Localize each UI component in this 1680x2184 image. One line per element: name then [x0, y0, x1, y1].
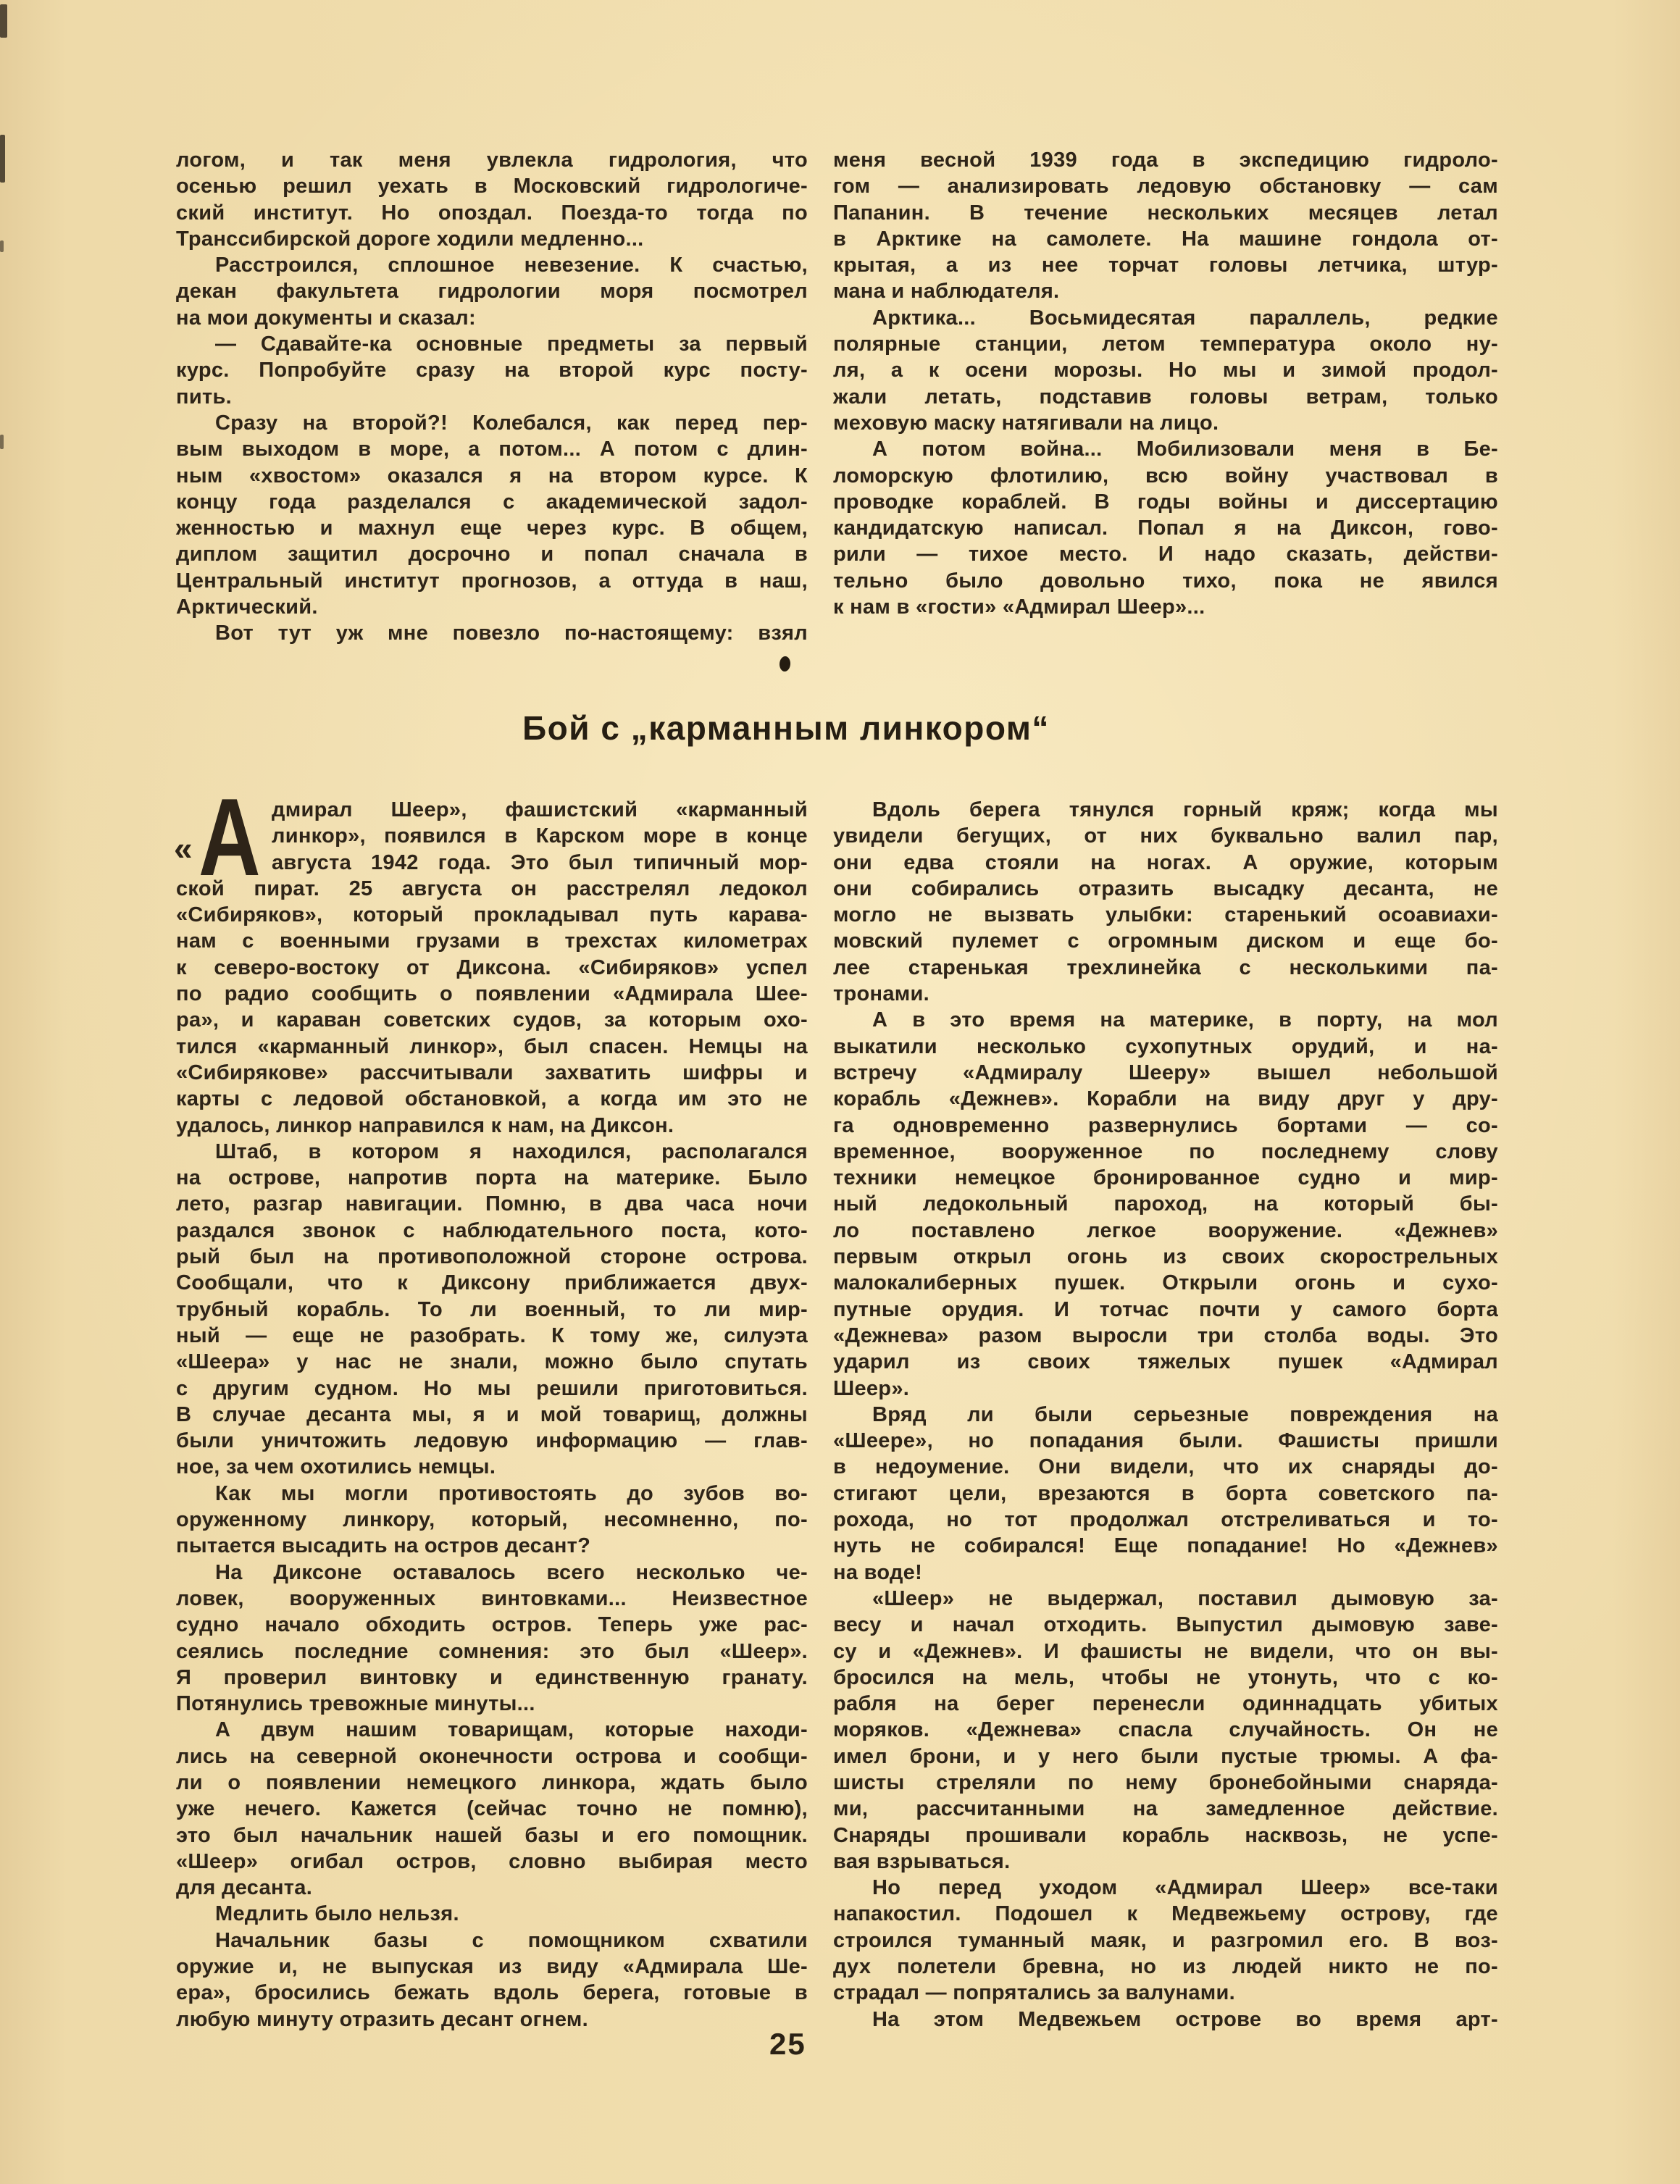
text-line: пить.	[176, 385, 232, 409]
text-line: крытая, а из нее торчат головы летчика, штур-	[833, 254, 1498, 277]
scan-artifact-dash	[0, 435, 4, 449]
text-line: бросился на мель, чтобы не утонуть, что с ко-	[833, 1665, 1498, 1689]
text-line: декан факультета гидрологии моря посмотрел	[176, 280, 808, 304]
text-line: лись на северной оконечности острова и сообщи-	[176, 1744, 808, 1768]
text-line: были уничтожить ледовую информацию — глав-	[176, 1429, 808, 1453]
text-line: техники немецкое бронированное судно и мир-	[833, 1166, 1498, 1190]
text-line: к северо-востоку от Диксона. «Сибиряков» успел	[176, 955, 808, 979]
text-line: августа 1942 года. Это был типичный мор-	[272, 850, 808, 874]
text-line: они собирались отразить высадку десанта, не	[833, 876, 1498, 900]
text-line: временное, вооруженное по последнему слову	[833, 1139, 1498, 1163]
text-line: увидели бегущих, от них буквально валил пар,	[833, 824, 1498, 848]
text-line: ное, за чем охотились немцы.	[176, 1455, 496, 1479]
text-line: «Шеера» у нас не знали, можно было спутать	[176, 1350, 808, 1374]
text-line: ный — еще не разобрать. К тому же, силуэта	[176, 1323, 808, 1347]
text-line: на мои документы и сказал:	[176, 306, 476, 330]
text-line: Потянулись тревожные минуты...	[176, 1692, 535, 1716]
text-line: «Сибиряков», который прокладывал путь карава-	[176, 903, 808, 927]
text-line: ударил из своих тяжелых пушек «Адмирал	[833, 1350, 1498, 1374]
text-line: Арктика... Восьмидесятая параллель, редкие	[872, 306, 1498, 330]
text-line: путные орудия. И тотчас почти у самого борта	[833, 1297, 1498, 1321]
text-line: вым выходом в море, а потом... А потом с длин-	[176, 438, 808, 461]
text-line: Как мы могли противостоять до зубов во-	[215, 1481, 808, 1505]
text-line: тельно было довольно тихо, пока не явился	[833, 569, 1498, 593]
intro-left-column	[176, 147, 808, 647]
text-line: весу и начал отходить. Выпустил дымовую заве-	[833, 1613, 1498, 1637]
text-line: ным «хвостом» оказался я на втором курсе. К	[176, 464, 808, 488]
text-line: нуть не собирался! Еще попадание! Но «Дежнев»	[833, 1534, 1498, 1558]
text-line: А двум нашим товарищам, которые находи-	[215, 1718, 808, 1742]
text-line: они едва стояли на ногах. А оружие, которым	[833, 850, 1498, 874]
text-line: первым открыл огонь из своих скорострельных	[833, 1245, 1498, 1269]
text-line: «Шеер» огибал остров, словно выбирая место	[176, 1849, 808, 1873]
text-line: Начальник базы с помощником схватили	[215, 1928, 808, 1952]
text-line: ера», бросились бежать вдоль берега, готовые в	[176, 1981, 808, 2005]
text-line: ский институт. Но опоздал. Поезда-то тогда по	[176, 201, 808, 225]
text-line: дух полетели бревна, но из людей никто не по-	[833, 1955, 1498, 1979]
text-line: нам с военными грузами в трехстах километрах	[176, 929, 808, 953]
text-line: выкатили несколько сухопутных орудий, и на-	[833, 1034, 1498, 1058]
text-line: Медлить было нельзя.	[215, 1902, 459, 1926]
text-line: ный ледокольный пароход, на который бы-	[833, 1192, 1498, 1216]
text-line: Вот тут уж мне повезло по-настоящему: взял	[215, 622, 808, 645]
text-line: ми, рассчитанными на замедленное действие.	[833, 1797, 1498, 1821]
text-line: шисты стреляли по нему бронебойными снаряда-	[833, 1770, 1498, 1794]
text-line: В случае десанта мы, я и мой товарищ, должны	[176, 1402, 808, 1426]
text-line: имел брони, и у него были пустые трюмы. А фа-	[833, 1744, 1498, 1768]
text-line: трубный корабль. То ли военный, то ли мир-	[176, 1297, 808, 1321]
text-line: — Сдавайте-ка основные предметы за первый	[215, 332, 808, 356]
text-line: ра», и караван советских судов, за которым охо-	[176, 1008, 808, 1032]
text-line: га одновременно развернулись бортами — со-	[833, 1113, 1498, 1137]
text-line: рохода, но тот продолжал отстреливаться и то-	[833, 1508, 1498, 1532]
text-line: тронами.	[833, 982, 930, 1006]
text-line: в недоумение. Они видели, что их снаряды до-	[833, 1455, 1498, 1479]
text-line: На этом Медвежьем острове во время арт-	[872, 2007, 1498, 2031]
text-line: женностью и махнул еще через курс. В общем,	[176, 516, 808, 540]
text-line: к нам в «гости» «Адмирал Шеер»...	[833, 595, 1205, 619]
text-line: Но перед уходом «Адмирал Шеер» все-таки	[872, 1876, 1498, 1900]
text-line: сеялись последние сомнения: это был «Шеер».	[176, 1639, 808, 1663]
text-line: жали летать, подставив головы ветрам, только	[833, 385, 1498, 409]
section-heading: Бой с „карманным линкором“	[522, 709, 1050, 747]
text-line: ли о появлении немецкого линкора, ждать было	[176, 1770, 808, 1794]
text-line: концу года разделался с академической задол-	[176, 490, 808, 514]
section-divider-dot	[779, 656, 790, 672]
text-line: Сообщали, что к Диксону приближается двух-	[176, 1271, 808, 1295]
text-line: на воде!	[833, 1560, 923, 1584]
text-line: меня весной 1939 года в экспедицию гидроло-	[833, 148, 1498, 172]
text-line: мовский пулемет с огромным диском и еще бо-	[833, 929, 1498, 953]
text-line: стигают цели, врезаются в борта советского па-	[833, 1481, 1498, 1505]
text-line: в Арктике на самолете. На машине гондола от-	[833, 227, 1498, 251]
text-line: линкор», появился в Карском море в конце	[272, 824, 808, 848]
text-line: осенью решил уехать в Московский гидрологиче-	[176, 175, 808, 198]
intro-right-column	[833, 147, 1498, 620]
text-line: ломорскую флотилию, всю войну участвовал в	[833, 464, 1498, 488]
text-line: корабль «Дежнев». Корабли на виду друг у дру-	[833, 1087, 1498, 1111]
text-line: ской пират. 25 августа он расстрелял ледокол	[176, 876, 808, 900]
text-line: кандидатскую написал. Попал я на Диксон, гово-	[833, 516, 1498, 540]
text-line: проводке кораблей. В годы войны и диссертацию	[833, 490, 1498, 514]
text-line: дмирал Шеер», фашистский «карманный	[272, 798, 808, 821]
text-line: меховую маску натягивали на лицо.	[833, 411, 1219, 435]
text-line: курс. Попробуйте сразу на второй курс посту-	[176, 359, 808, 382]
text-line: полярные станции, летом температура около ну-	[833, 332, 1498, 356]
text-line: рили — тихое место. И надо сказать, действи-	[833, 543, 1498, 566]
text-line: оруженному линкору, который, несомненно, по-	[176, 1508, 808, 1532]
text-line: ловек, вооруженных винтовками... Неизвестное	[176, 1586, 808, 1610]
text-line: строился туманный маяк, и разгромил его. В воз-	[833, 1928, 1498, 1952]
text-line: Центральный институт прогнозов, а оттуда в наш,	[176, 569, 808, 593]
text-line: Шеер».	[833, 1376, 910, 1400]
text-line: А в это время на материке, в порту, на мол	[872, 1008, 1498, 1032]
text-line: Вряд ли были серьезные повреждения на	[872, 1402, 1498, 1426]
text-line: Штаб, в котором я находился, располагался	[215, 1139, 808, 1163]
text-line: карты с ледовой обстановкой, а когда им это не	[176, 1087, 808, 1111]
battle-right-column	[833, 797, 1498, 2033]
text-line: рабля на берег перенесли одиннадцать убитых	[833, 1692, 1498, 1716]
text-line: «Сибирякове» рассчитывали захватить шифры и	[176, 1060, 808, 1084]
drop-cap-letter: А	[198, 776, 261, 899]
text-line: встречу «Адмиралу Шееру» вышел небольшой	[833, 1060, 1498, 1084]
text-line: мана и наблюдателя.	[833, 280, 1060, 304]
text-line: пытается высадить на остров десант?	[176, 1534, 591, 1558]
text-line: тился «карманный линкор», был спасен. Немцы на	[176, 1034, 808, 1058]
text-line: уже нечего. Кажется (сейчас точно не помню),	[176, 1797, 808, 1821]
text-line: ля, а к осени морозы. Но мы и зимой продол-	[833, 359, 1498, 382]
text-line: оружие и, не выпуская из виду «Адмирала Ше-	[176, 1955, 808, 1979]
text-line: раздался звонок с наблюдательного поста, кото-	[176, 1218, 808, 1242]
drop-cap-open-quote: «	[174, 829, 193, 867]
text-line: «Шеер» не выдержал, поставил дымовую за-	[872, 1586, 1498, 1610]
text-line: Вдоль берега тянулся горный кряж; когда мы	[872, 798, 1498, 821]
text-line: судно начало обходить остров. Теперь уже рас-	[176, 1613, 808, 1637]
text-line: рый был на противоположной стороне острова.	[176, 1245, 808, 1269]
text-line: А потом война... Мобилизовали меня в Бе-	[872, 438, 1498, 461]
text-line: ло поставлено легкое вооружение. «Дежнев»	[833, 1218, 1498, 1242]
text-line: Транссибирской дороге ходили медленно...	[176, 227, 644, 251]
text-line: лее старенькая трехлинейка с несколькими па-	[833, 955, 1498, 979]
text-line: Снаряды прошивали корабль насквозь, не успе-	[833, 1823, 1498, 1847]
text-line: это был начальник нашей базы и его помощник.	[176, 1823, 808, 1847]
text-line: любую минуту отразить десант огнем.	[176, 2007, 589, 2031]
text-line: вая взрываться.	[833, 1849, 1011, 1873]
text-line: Арктический.	[176, 595, 318, 619]
text-line: «Шеере», но попадания были. Фашисты пришли	[833, 1429, 1498, 1453]
scan-artifact-corner	[0, 4, 7, 38]
page-number: 25	[769, 2027, 806, 2061]
text-line: Расстроился, сплошное невезение. К счастью,	[215, 254, 808, 277]
text-line: гом — анализировать ледовую обстановку — сам	[833, 175, 1498, 198]
text-line: логом, и так меня увлекла гидрология, что	[176, 148, 808, 172]
text-line: с другим судном. Но мы решили приготовиться.	[176, 1376, 808, 1400]
text-line: удалось, линкор направился к нам, на Диксон.	[176, 1113, 674, 1137]
text-line: напакостил. Подошел к Медвежьему острову, где	[833, 1902, 1498, 1926]
battle-left-column	[176, 797, 808, 2033]
text-line: малокалиберных пушек. Открыли огонь и сухо-	[833, 1271, 1498, 1295]
text-line: На Диксоне оставалось всего несколько че-	[215, 1560, 808, 1584]
scan-artifact-dash	[0, 240, 4, 252]
text-line: лето, разгар навигации. Помню, в два часа ночи	[176, 1192, 808, 1216]
text-line: «Дежнева» разом выросли три столба воды. Это	[833, 1323, 1498, 1347]
text-line: су и «Дежнев». И фашисты не видели, что он вы-	[833, 1639, 1498, 1663]
text-line: диплом защитил досрочно и попал сначала в	[176, 543, 808, 566]
text-line: Папанин. В течение нескольких месяцев летал	[833, 201, 1498, 225]
text-line: Сразу на второй?! Колебался, как перед пер-	[215, 411, 808, 435]
text-line: моряков. «Дежнева» спасла случайность. Он не	[833, 1718, 1498, 1742]
text-line: страдал — попрятались за валунами.	[833, 1981, 1235, 2005]
text-line: на острове, напротив порта на материке. Было	[176, 1166, 808, 1190]
text-line: для десанта.	[176, 1876, 313, 1900]
text-line: могло не вызвать улыбки: старенький осоавиахи-	[833, 903, 1498, 927]
scan-artifact-dash	[0, 135, 5, 183]
text-line: по радио сообщить о появлении «Адмирала Шее-	[176, 982, 808, 1006]
text-line: Я проверил винтовку и единственную гранату.	[176, 1665, 808, 1689]
